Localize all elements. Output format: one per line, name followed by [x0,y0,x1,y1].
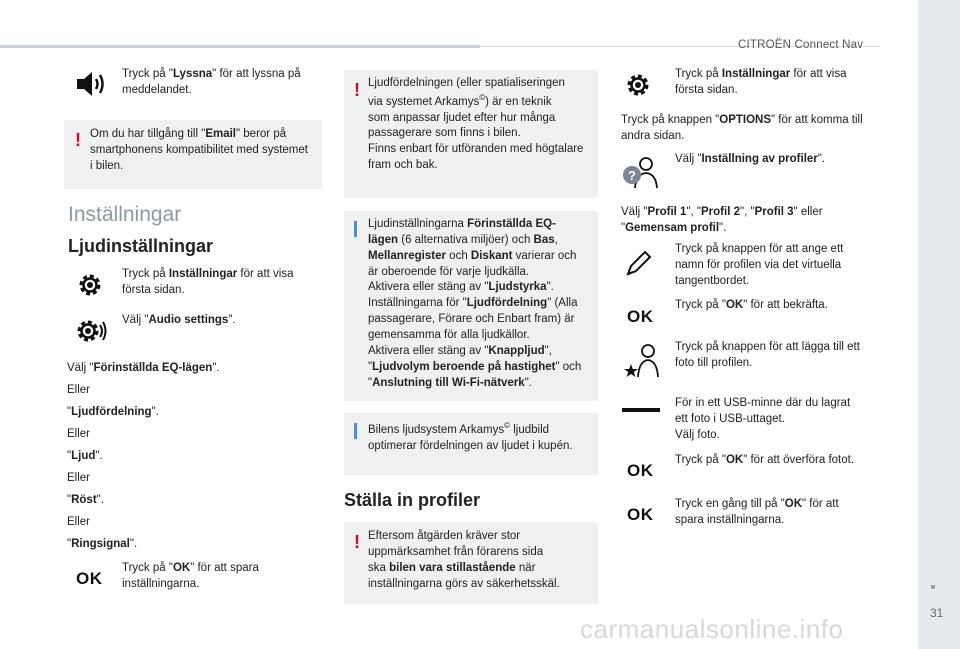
audio-settings-icon [74,316,110,346]
usb-step: För in ett USB-minne där du lagrat ett foto i USB-uttaget. Välj foto. [675,397,851,441]
settings-step: Tryck på Inställningar för att visa första sidan. [122,268,294,296]
ok-icon: OK [627,461,654,480]
save-profile-step: Tryck en gång till på "OK" för att spara inställningarna. [675,498,839,526]
page-number: 31 [930,606,944,620]
gear-icon [76,271,104,299]
speaker-icon [74,68,110,100]
sound-distribution-note: ! Ljudfördelningen (eller spatialiseringen via systemet Arkamys©) är en teknik som anpassar ljudet efter hur många passagerare som finns i bilen. Finns enbart för utföranden med högtalare fram och bak. [344,70,598,198]
end-marker [931,585,935,589]
page-edge-strip [918,0,960,649]
ok-icon: OK [627,307,654,326]
sound-distribution-option: "Ljudfördelning". [67,406,159,418]
options-step: Tryck på knappen "OPTIONS" för att komma till andra sidan. [621,114,863,142]
warning-icon: ! [354,80,360,100]
header-title: CITROËN Connect Nav [738,39,864,51]
profiles-heading: Ställa in profiler [344,490,481,510]
or-text: Eller [67,516,91,528]
section-heading: Inställningar [68,203,182,226]
eq-info-note: Ljudinställningarna Förinställda EQ- lägen (6 alternativa miljöer) och Bas, Mellanregister och Diskant varierar och är oberoende för varje ljudkälla. Aktivera eller stäng av "Ljudstyrka". Inställningarna för "Ljudfördelning" (Alla passagerare, Förare och Enbart fram) är gemensamma för alla ljudkällor. Aktivera eller stäng av "Knappljud", "Ljudvolym beroende på hastighet" och "Anslutning till Wi-Fi-nätverk". [344,211,598,401]
or-text: Eller [67,384,91,396]
ok-icon: OK [627,505,654,524]
email-note: ! Om du har tillgång till "Email" beror på smartphonens kompatibilitet med systemet i bilen. [64,120,322,189]
usb-icon [622,408,660,412]
profile-question-icon [620,155,662,189]
ringtone-option: "Ringsignal". [67,538,138,550]
listen-instruction: Tryck på "Lyssna" för att lyssna på meddelandet. [122,68,301,96]
or-text: Eller [67,472,91,484]
save-step: Tryck på "OK" för att spara inställningarna. [122,562,259,590]
transfer-step: Tryck på "OK" för att överföra fotot. [675,454,855,466]
svg-text:?: ? [628,168,636,183]
subsection-heading: Ljudinställningar [68,236,214,256]
profile-settings-step: Välj "Inställning av profiler". [675,153,826,165]
header-rule [0,45,480,48]
add-photo-step: Tryck på knappen för att lägga till ett foto till profilen. [675,341,860,369]
name-step: Tryck på knappen för att ange ett namn för profilen via det virtuella tangentbordet. [675,243,844,287]
gear-icon [624,71,652,99]
eq-option: Välj "Förinställda EQ-lägen". [67,362,220,374]
sound-option: "Ljud". [67,450,103,462]
voice-option: "Röst". [67,494,104,506]
audio-settings-step: Välj "Audio settings". [122,314,236,326]
settings-step: Tryck på Inställningar för att visa första sidan. [675,68,847,96]
arkamys-note: Bilens ljudsystem Arkamys© ljudbild optimerar fördelningen av ljudet i kupén. [344,413,598,475]
warning-icon: ! [354,532,360,552]
safety-note: ! Eftersom åtgärden kräver stor uppmärksamhet från förarens sida ska bilen vara stillastående när inställningarna görs av säkerhetsskäl. [344,522,598,604]
choose-profile-step: Välj "Profil 1", "Profil 2", "Profil 3" eller "Gemensam profil". [621,206,823,234]
confirm-step: Tryck på "OK" för att bekräfta. [675,299,828,311]
info-icon [354,423,357,439]
or-text: Eller [67,428,91,440]
pencil-icon [624,248,654,278]
info-icon [354,221,357,237]
watermark: carmanualsonline.info [580,614,844,644]
profile-photo-icon [622,340,662,380]
warning-icon: ! [75,130,81,150]
ok-icon: OK [76,569,103,588]
